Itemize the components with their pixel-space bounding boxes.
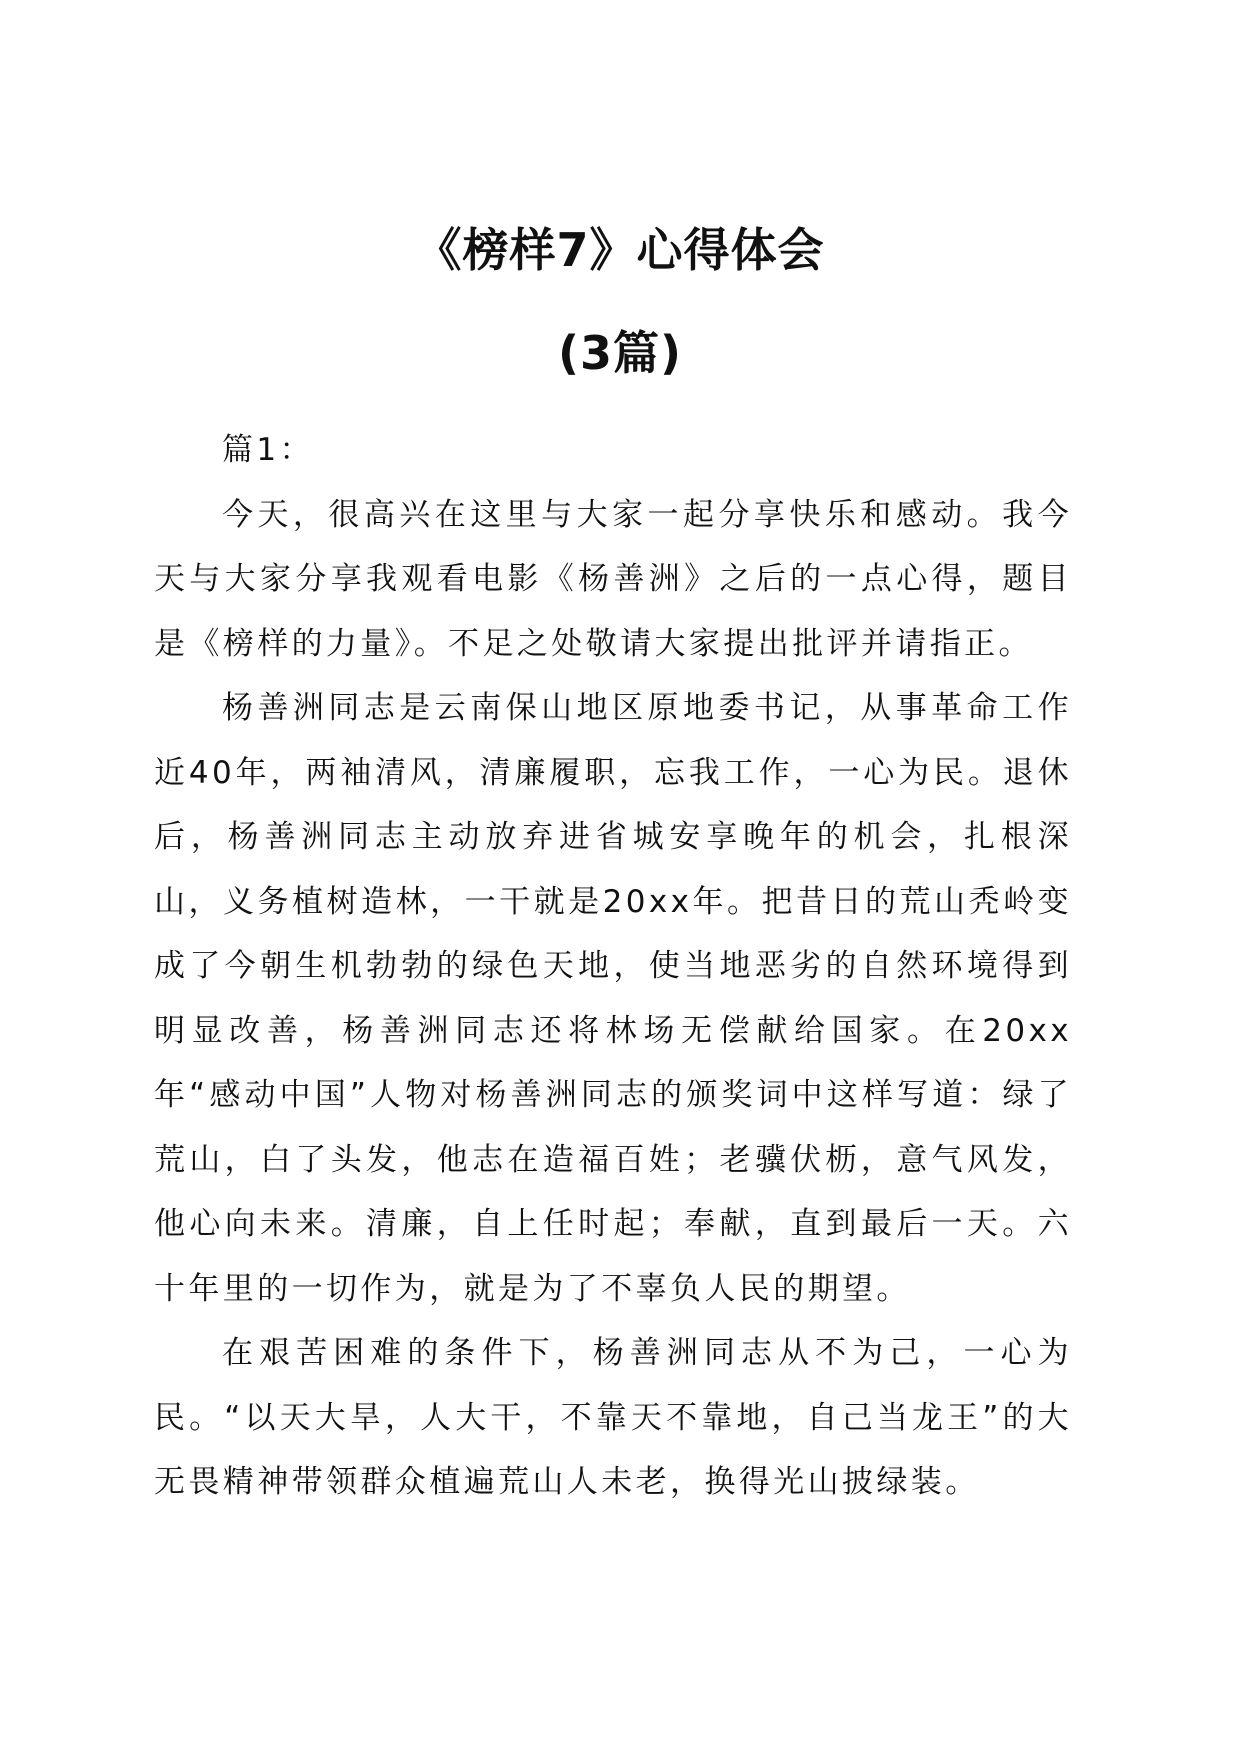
body-paragraph-2: 杨善洲同志是云南保山地区原地委书记，从事革命工作近40年，两袖清风，清廉履职，忘我工作，一心为民。退休后，杨善洲同志主动放弃进省城安享晚年的机会，扎根深山，义务植树造林，一干就是20xx年。把昔日的荒山秃岭变成了今朝生机勃勃的绿色天地，使当地恶劣的自然环境得到明显改善，杨善洲同志还将林场无偿献给国家。在20xx年“感动中国”人物对杨善洲同志的颁奖词中这样写道：绿了荒山，白了头发，他志在造福百姓；老骥伏枥，意气风发，他心向未来。清廉，自上任时起；奉献，直到最后一天。六十年里的一切作为，就是为了不辜负人民的期望。 (154, 690, 1072, 1307)
body-paragraph-3: 在艰苦困难的条件下，杨善洲同志从不为己，一心为民。“以天大旱，人大干，不靠天不靠地，自己当龙王”的大无畏精神带领群众植遍荒山人未老，换得光山披绿装。 (154, 1335, 1072, 1500)
document-body (154, 418, 1072, 1515)
document-title: 《榜样7》心得体会 (415, 223, 825, 277)
section-heading: 篇1： (222, 432, 314, 468)
document-subtitle: (3篇) (557, 326, 683, 380)
body-paragraph-1: 今天，很高兴在这里与大家一起分享快乐和感动。我今天与大家分享我观看电影《杨善洲》之后的一点心得，题目是《榜样的力量》。不足之处敬请大家提出批评并请指正。 (154, 496, 1072, 662)
